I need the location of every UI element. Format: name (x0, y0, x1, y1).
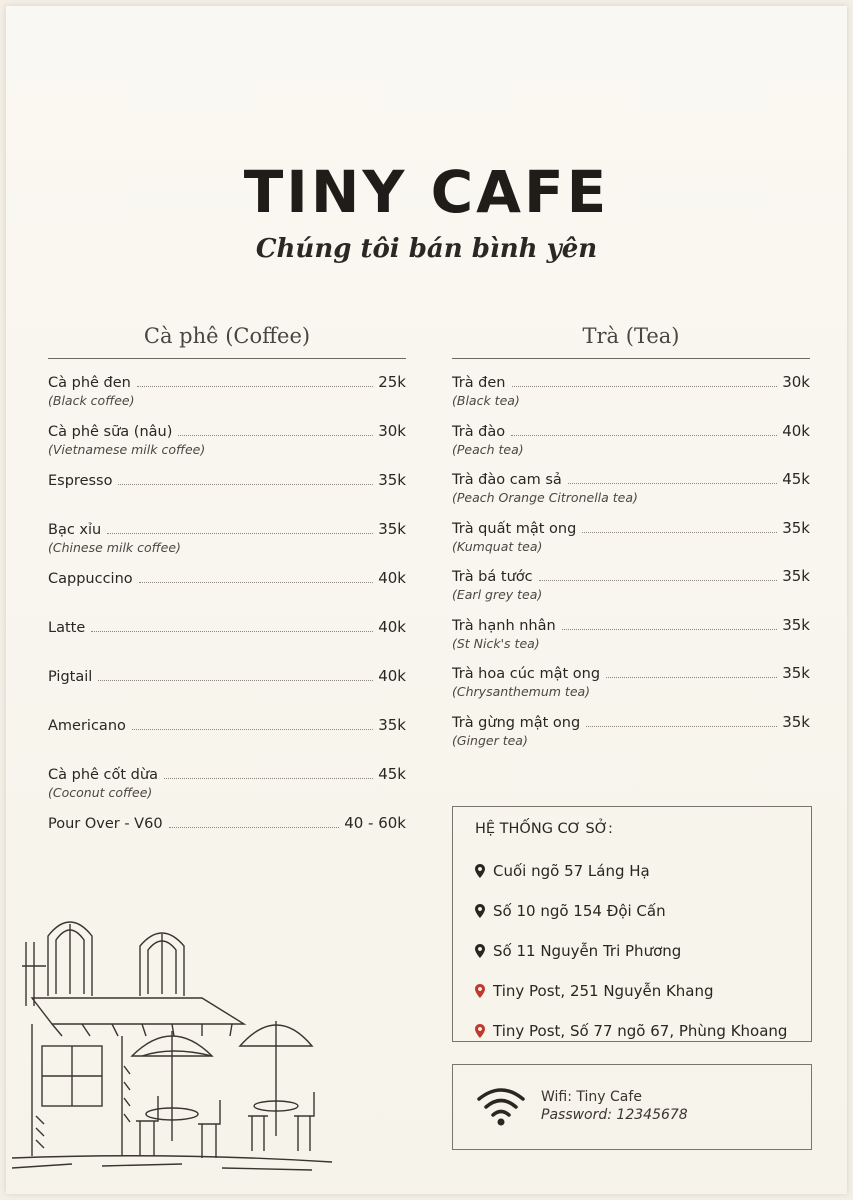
dotted-leader (98, 680, 373, 681)
coffee-item-line (48, 814, 406, 832)
tea-item-name: Trà quất mật ong (452, 520, 577, 537)
tea-heading: Trà (Tea) (582, 324, 680, 348)
tea-item-line (452, 422, 810, 440)
tea-item-price: 35k (782, 712, 810, 731)
coffee-item-english-name: (Vietnamese milk coffee) (48, 442, 206, 457)
wifi-info (541, 1089, 688, 1123)
tea-item-english-name: (Peach tea) (452, 441, 524, 457)
dotted-leader (164, 778, 373, 779)
tea-item-name: Trà hạnh nhân (452, 617, 556, 634)
dotted-leader (137, 386, 373, 387)
coffee-item-price: 40k (378, 667, 406, 685)
coffee-item-name: Cà phê sữa (nâu) (48, 424, 173, 440)
dotted-leader (511, 435, 777, 436)
dotted-leader (132, 729, 373, 730)
tea-item-line (452, 519, 810, 537)
location-pin-icon (475, 1024, 485, 1038)
branch-address: Số 11 Nguyễn Tri Phương (493, 942, 682, 960)
tea-menu-item (452, 422, 810, 471)
dotted-leader (606, 677, 777, 678)
tea-menu-item (452, 664, 810, 713)
coffee-item-price: 40k (378, 618, 406, 636)
location-pin-icon (475, 944, 485, 958)
tea-menu-item (452, 470, 810, 519)
coffee-item-name: Pour Over - V60 (48, 816, 163, 832)
coffee-menu-item (48, 520, 406, 569)
branches-box (452, 806, 812, 1042)
coffee-menu-item (48, 667, 406, 716)
tea-item-line (452, 616, 810, 634)
tea-item-price: 40k (782, 421, 810, 440)
coffee-item-line (48, 373, 406, 391)
tea-item-english-name: (St Nick's tea) (452, 635, 540, 651)
coffee-item-name: Espresso (48, 473, 113, 489)
coffee-item-name: Americano (48, 718, 126, 734)
coffee-menu-item (48, 716, 406, 765)
branch-address: Số 10 ngõ 154 Đội Cấn (493, 902, 666, 920)
wifi-icon (475, 1083, 527, 1129)
wifi-box (452, 1064, 812, 1150)
coffee-item-name: Latte (48, 620, 86, 636)
tea-item-english-name: (Earl grey tea) (452, 587, 543, 602)
tea-item-price: 30k (782, 373, 810, 391)
tea-item-line (452, 373, 810, 391)
dotted-leader (582, 532, 777, 533)
dotted-leader (118, 484, 373, 485)
dotted-leader (139, 582, 374, 583)
tea-item-english-name: (Black tea) (452, 393, 520, 408)
coffee-heading: Cà phê (Coffee) (143, 324, 311, 348)
tea-divider (452, 358, 810, 359)
tea-menu-item (452, 519, 810, 568)
tea-item-english-name: (Ginger tea) (452, 732, 528, 748)
branches-title: HỆ THỐNG CƠ SỞ: (475, 821, 613, 837)
coffee-item-line (48, 765, 406, 783)
tea-item-line (452, 713, 810, 731)
tea-item-price: 35k (782, 664, 810, 682)
coffee-menu-item (48, 569, 406, 618)
coffee-menu-item (48, 471, 406, 520)
tea-item-english-name: (Peach Orange Citronella tea) (452, 490, 638, 505)
wifi-password: Password: 12345678 (541, 1107, 688, 1123)
tea-item-name: Trà đào cam sả (452, 472, 562, 488)
tea-item-english-name: (Kumquat tea) (452, 538, 543, 554)
coffee-item-name: Cà phê cốt dừa (48, 767, 158, 783)
branch-item (475, 1011, 811, 1051)
branch-item (475, 851, 811, 891)
brand-slogan: Chúng tôi bán bình yên (255, 234, 598, 264)
dotted-leader (178, 435, 373, 436)
coffee-item-name: Pigtail (48, 669, 93, 685)
tea-menu-item (452, 567, 810, 616)
coffee-item-english-name: (Coconut coffee) (48, 785, 153, 800)
coffee-item-line (48, 716, 406, 734)
coffee-list (48, 373, 406, 863)
dotted-leader (107, 533, 373, 534)
coffee-item-name: Cappuccino (48, 571, 133, 587)
coffee-section (48, 324, 406, 863)
coffee-item-name: Bạc xỉu (48, 522, 102, 538)
coffee-item-price: 35k (378, 716, 406, 734)
branch-address: Tiny Post, Số 77 ngõ 67, Phùng Khoang (493, 1022, 788, 1040)
coffee-item-line (48, 667, 406, 685)
location-pin-icon (475, 984, 485, 998)
tea-item-price: 35k (782, 567, 810, 585)
coffee-menu-item (48, 618, 406, 667)
tea-section (452, 324, 810, 761)
cafe-sketch-illustration (12, 906, 332, 1176)
tea-item-line (452, 567, 810, 585)
coffee-item-price: 40k (378, 569, 406, 587)
brand-title: TINY CAFE (243, 158, 610, 226)
coffee-item-price: 40 - 60k (344, 814, 406, 832)
tea-item-line (452, 664, 810, 682)
tea-item-english-name: (Chrysanthemum tea) (452, 684, 591, 699)
coffee-divider (48, 358, 406, 359)
coffee-item-name: Cà phê đen (48, 375, 131, 391)
tea-menu-item (452, 616, 810, 665)
menu-sheet (6, 6, 847, 1194)
dotted-leader (169, 827, 340, 828)
branch-item (475, 891, 811, 931)
coffee-item-price: 45k (378, 765, 406, 783)
tea-menu-item (452, 373, 810, 422)
branch-address: Cuối ngõ 57 Láng Hạ (493, 862, 650, 880)
branch-address: Tiny Post, 251 Nguyễn Khang (493, 982, 714, 1000)
dotted-leader (586, 726, 777, 727)
tea-item-price: 45k (782, 470, 810, 488)
coffee-menu-item (48, 373, 406, 422)
dotted-leader (91, 631, 373, 632)
coffee-item-line (48, 520, 406, 538)
coffee-menu-item (48, 422, 406, 471)
tea-item-name: Trà hoa cúc mật ong (452, 666, 601, 682)
coffee-item-line (48, 618, 406, 636)
location-pin-icon (475, 904, 485, 918)
branch-item (475, 931, 811, 971)
tea-item-price: 35k (782, 518, 810, 537)
coffee-item-price: 30k (378, 422, 406, 440)
coffee-menu-item (48, 765, 406, 814)
branch-item (475, 971, 811, 1011)
dotted-leader (539, 580, 778, 581)
tea-menu-item (452, 713, 810, 762)
tea-item-name: Trà đen (452, 375, 506, 391)
coffee-item-english-name: (Black coffee) (48, 393, 135, 408)
coffee-item-english-name: (Chinese milk coffee) (48, 540, 181, 555)
coffee-item-line (48, 569, 406, 587)
coffee-item-price: 35k (378, 520, 406, 538)
tea-list (452, 373, 810, 761)
tea-item-line (452, 470, 810, 488)
tea-item-name: Trà đào (452, 423, 506, 440)
tea-item-price: 35k (782, 615, 810, 634)
dotted-leader (568, 483, 777, 484)
coffee-item-price: 35k (378, 471, 406, 489)
branch-list (475, 851, 811, 1051)
coffee-menu-item (48, 814, 406, 863)
coffee-item-price: 25k (378, 373, 406, 391)
tea-item-name: Trà bá tước (452, 569, 533, 585)
dotted-leader (512, 386, 778, 387)
location-pin-icon (475, 864, 485, 878)
coffee-item-line (48, 471, 406, 489)
coffee-item-line (48, 422, 406, 440)
wifi-name: Wifi: Tiny Cafe (541, 1089, 642, 1105)
dotted-leader (562, 629, 778, 630)
tea-item-name: Trà gừng mật ong (452, 714, 581, 731)
